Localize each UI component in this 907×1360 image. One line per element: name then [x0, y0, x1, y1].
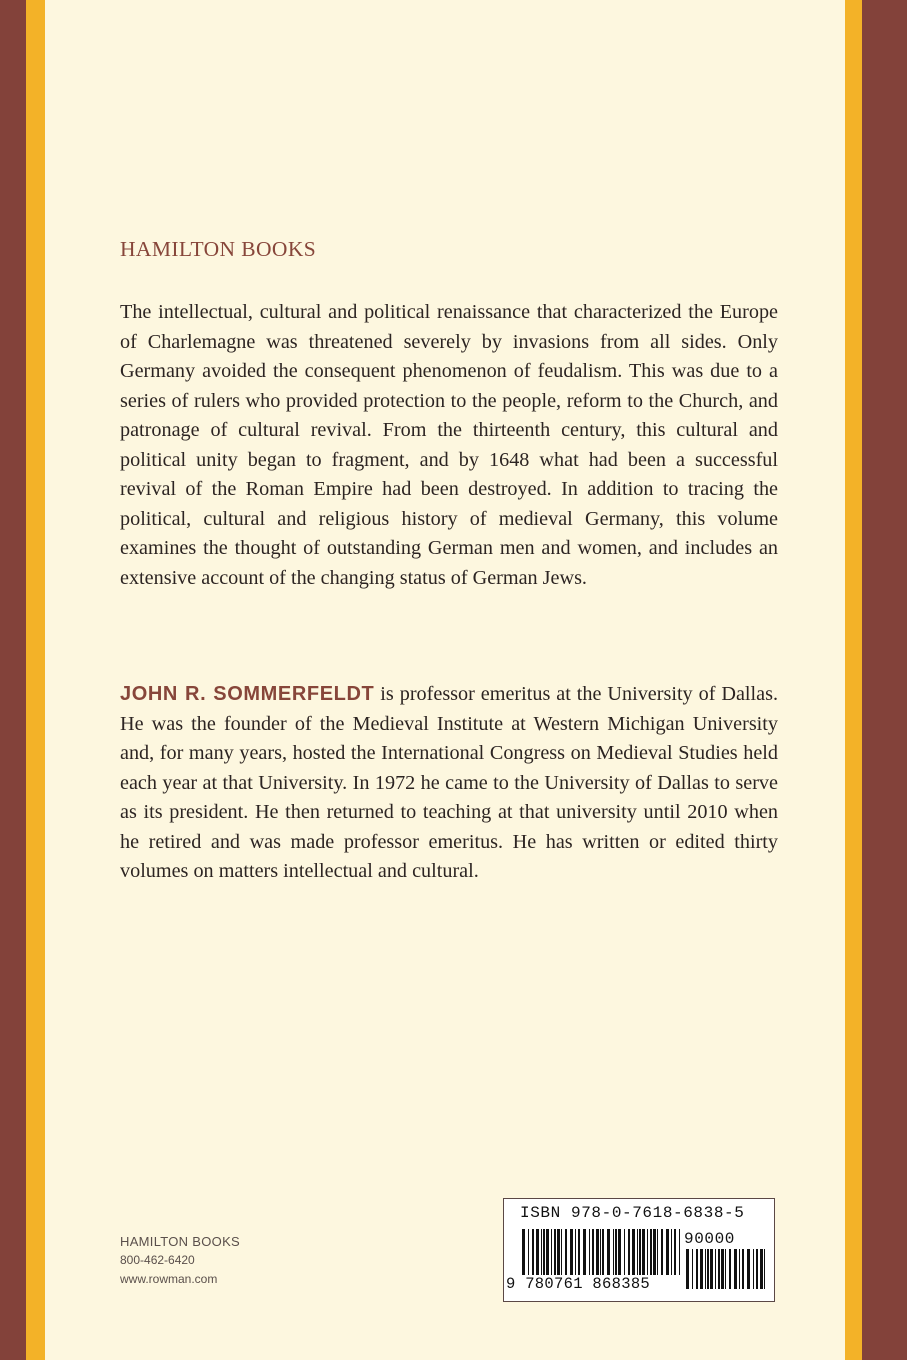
- barcode-bar: [632, 1229, 635, 1275]
- barcode-bar: [679, 1229, 680, 1275]
- barcode-bar: [696, 1249, 698, 1289]
- right-brown-band: [862, 0, 907, 1360]
- barcode-bar: [747, 1249, 750, 1289]
- barcode-bar: [528, 1229, 529, 1275]
- barcode-bar: [522, 1229, 525, 1275]
- barcode-bar: [637, 1229, 638, 1275]
- barcode-bar: [615, 1229, 617, 1275]
- author-bio: [120, 680, 778, 887]
- barcode-bar: [536, 1229, 539, 1275]
- barcode-bar: [624, 1229, 625, 1275]
- barcode-bar: [546, 1229, 549, 1275]
- footer-phone: 800-462-6420: [120, 1253, 195, 1267]
- barcode-bar: [600, 1229, 601, 1275]
- barcode-bar: [532, 1229, 534, 1275]
- barcode-bar: [710, 1249, 713, 1289]
- barcode-bar: [715, 1249, 716, 1289]
- barcode-bar: [734, 1249, 737, 1289]
- barcode-bar: [707, 1249, 709, 1289]
- barcode-bar: [647, 1229, 648, 1275]
- barcode-bar: [718, 1249, 720, 1289]
- barcode-bar: [618, 1229, 621, 1275]
- right-gold-stripe: [845, 0, 862, 1360]
- barcode-bar: [592, 1229, 594, 1275]
- author-name: JOHN R. SOMMERFELDT: [120, 683, 375, 705]
- barcode-bar: [671, 1229, 672, 1275]
- barcode-bar: [739, 1249, 740, 1289]
- barcode-bar: [700, 1249, 703, 1289]
- barcode-bar: [596, 1229, 599, 1275]
- barcode-bar: [602, 1229, 604, 1275]
- barcode-bar: [721, 1249, 724, 1289]
- barcode-bar: [541, 1229, 542, 1275]
- barcode-bar: [613, 1229, 614, 1275]
- barcode-bar: [570, 1229, 573, 1275]
- barcode-bar: [753, 1249, 754, 1289]
- barcode-bar: [589, 1229, 590, 1275]
- barcode-bar: [607, 1229, 610, 1275]
- barcode-bar: [756, 1249, 758, 1289]
- barcode-bar: [575, 1229, 576, 1275]
- barcode-bar: [705, 1249, 706, 1289]
- barcode-bar: [661, 1229, 663, 1275]
- barcode-bar: [686, 1249, 689, 1289]
- left-brown-band: [0, 0, 26, 1360]
- barcode-bar: [674, 1229, 676, 1275]
- barcode-bar: [578, 1229, 580, 1275]
- barcode-digits: 9 780761 868385: [506, 1275, 651, 1293]
- barcode-bar: [554, 1229, 556, 1275]
- barcode-bar: [628, 1229, 630, 1275]
- barcode-bar: [760, 1249, 763, 1289]
- left-gold-stripe: [26, 0, 45, 1360]
- barcode-bar: [583, 1229, 586, 1275]
- price-code: 90000: [684, 1230, 736, 1248]
- barcode-bar: [764, 1249, 765, 1289]
- barcode-bar: [557, 1229, 560, 1275]
- footer-website: www.rowman.com: [120, 1272, 218, 1286]
- barcode-bar: [551, 1229, 552, 1275]
- barcode-bar: [543, 1229, 545, 1275]
- book-description: The intellectual, cultural and political renaissance that characterized the Europe of Charlemagne was threatened severely by invasions from all sides. Only Germany avoided the consequent phenomenon of feudalism. This was due to a series of rulers who provided protection to the people, reform to the Church, and patronage of cultural revival. From the thirteenth century, this cultural and political unity began to fragment, and by 1648 what had been a successful revival of the Roman Empire had been destroyed. In addition to tracing the political, cultural and religious history of medieval Germany, this volume examines the thought of outstanding German men and women, and includes an extensive account of the changing status of German Jews.: [120, 301, 778, 589]
- barcode-bar: [653, 1229, 656, 1275]
- barcode-bar: [657, 1229, 658, 1275]
- barcode-bar: [742, 1249, 744, 1289]
- barcode-bar: [642, 1229, 645, 1275]
- isbn-barcode: [503, 1198, 775, 1302]
- barcode-bar: [565, 1229, 567, 1275]
- publisher-heading: HAMILTON BOOKS: [120, 237, 317, 261]
- barcode-bar: [725, 1249, 726, 1289]
- barcode-bar: [561, 1229, 562, 1275]
- barcode-bar: [639, 1229, 641, 1275]
- footer-publisher-name: HAMILTON BOOKS: [120, 1234, 241, 1249]
- barcode-bar: [692, 1249, 693, 1289]
- isbn-number: ISBN 978-0-7618-6838-5: [520, 1204, 745, 1222]
- barcode-bar: [666, 1229, 669, 1275]
- author-bio-text: is professor emeritus at the University of Dallas. He was the founder of the Medieval Institute at Western Michigan University and, for many years, hosted the International Congress on Medieval Studies held each year at that University. In 1972 he came to the University of Dallas to serve as its president. He then returned to teaching at that university until 2010 when he retired and was made professor emeritus. He has written or edited thirty volumes on matters intellectual and cultural.: [120, 683, 778, 882]
- back-cover-panel: [45, 0, 845, 1360]
- barcode-bar: [650, 1229, 652, 1275]
- barcode-bar: [729, 1249, 731, 1289]
- publisher-footer: [120, 1232, 240, 1289]
